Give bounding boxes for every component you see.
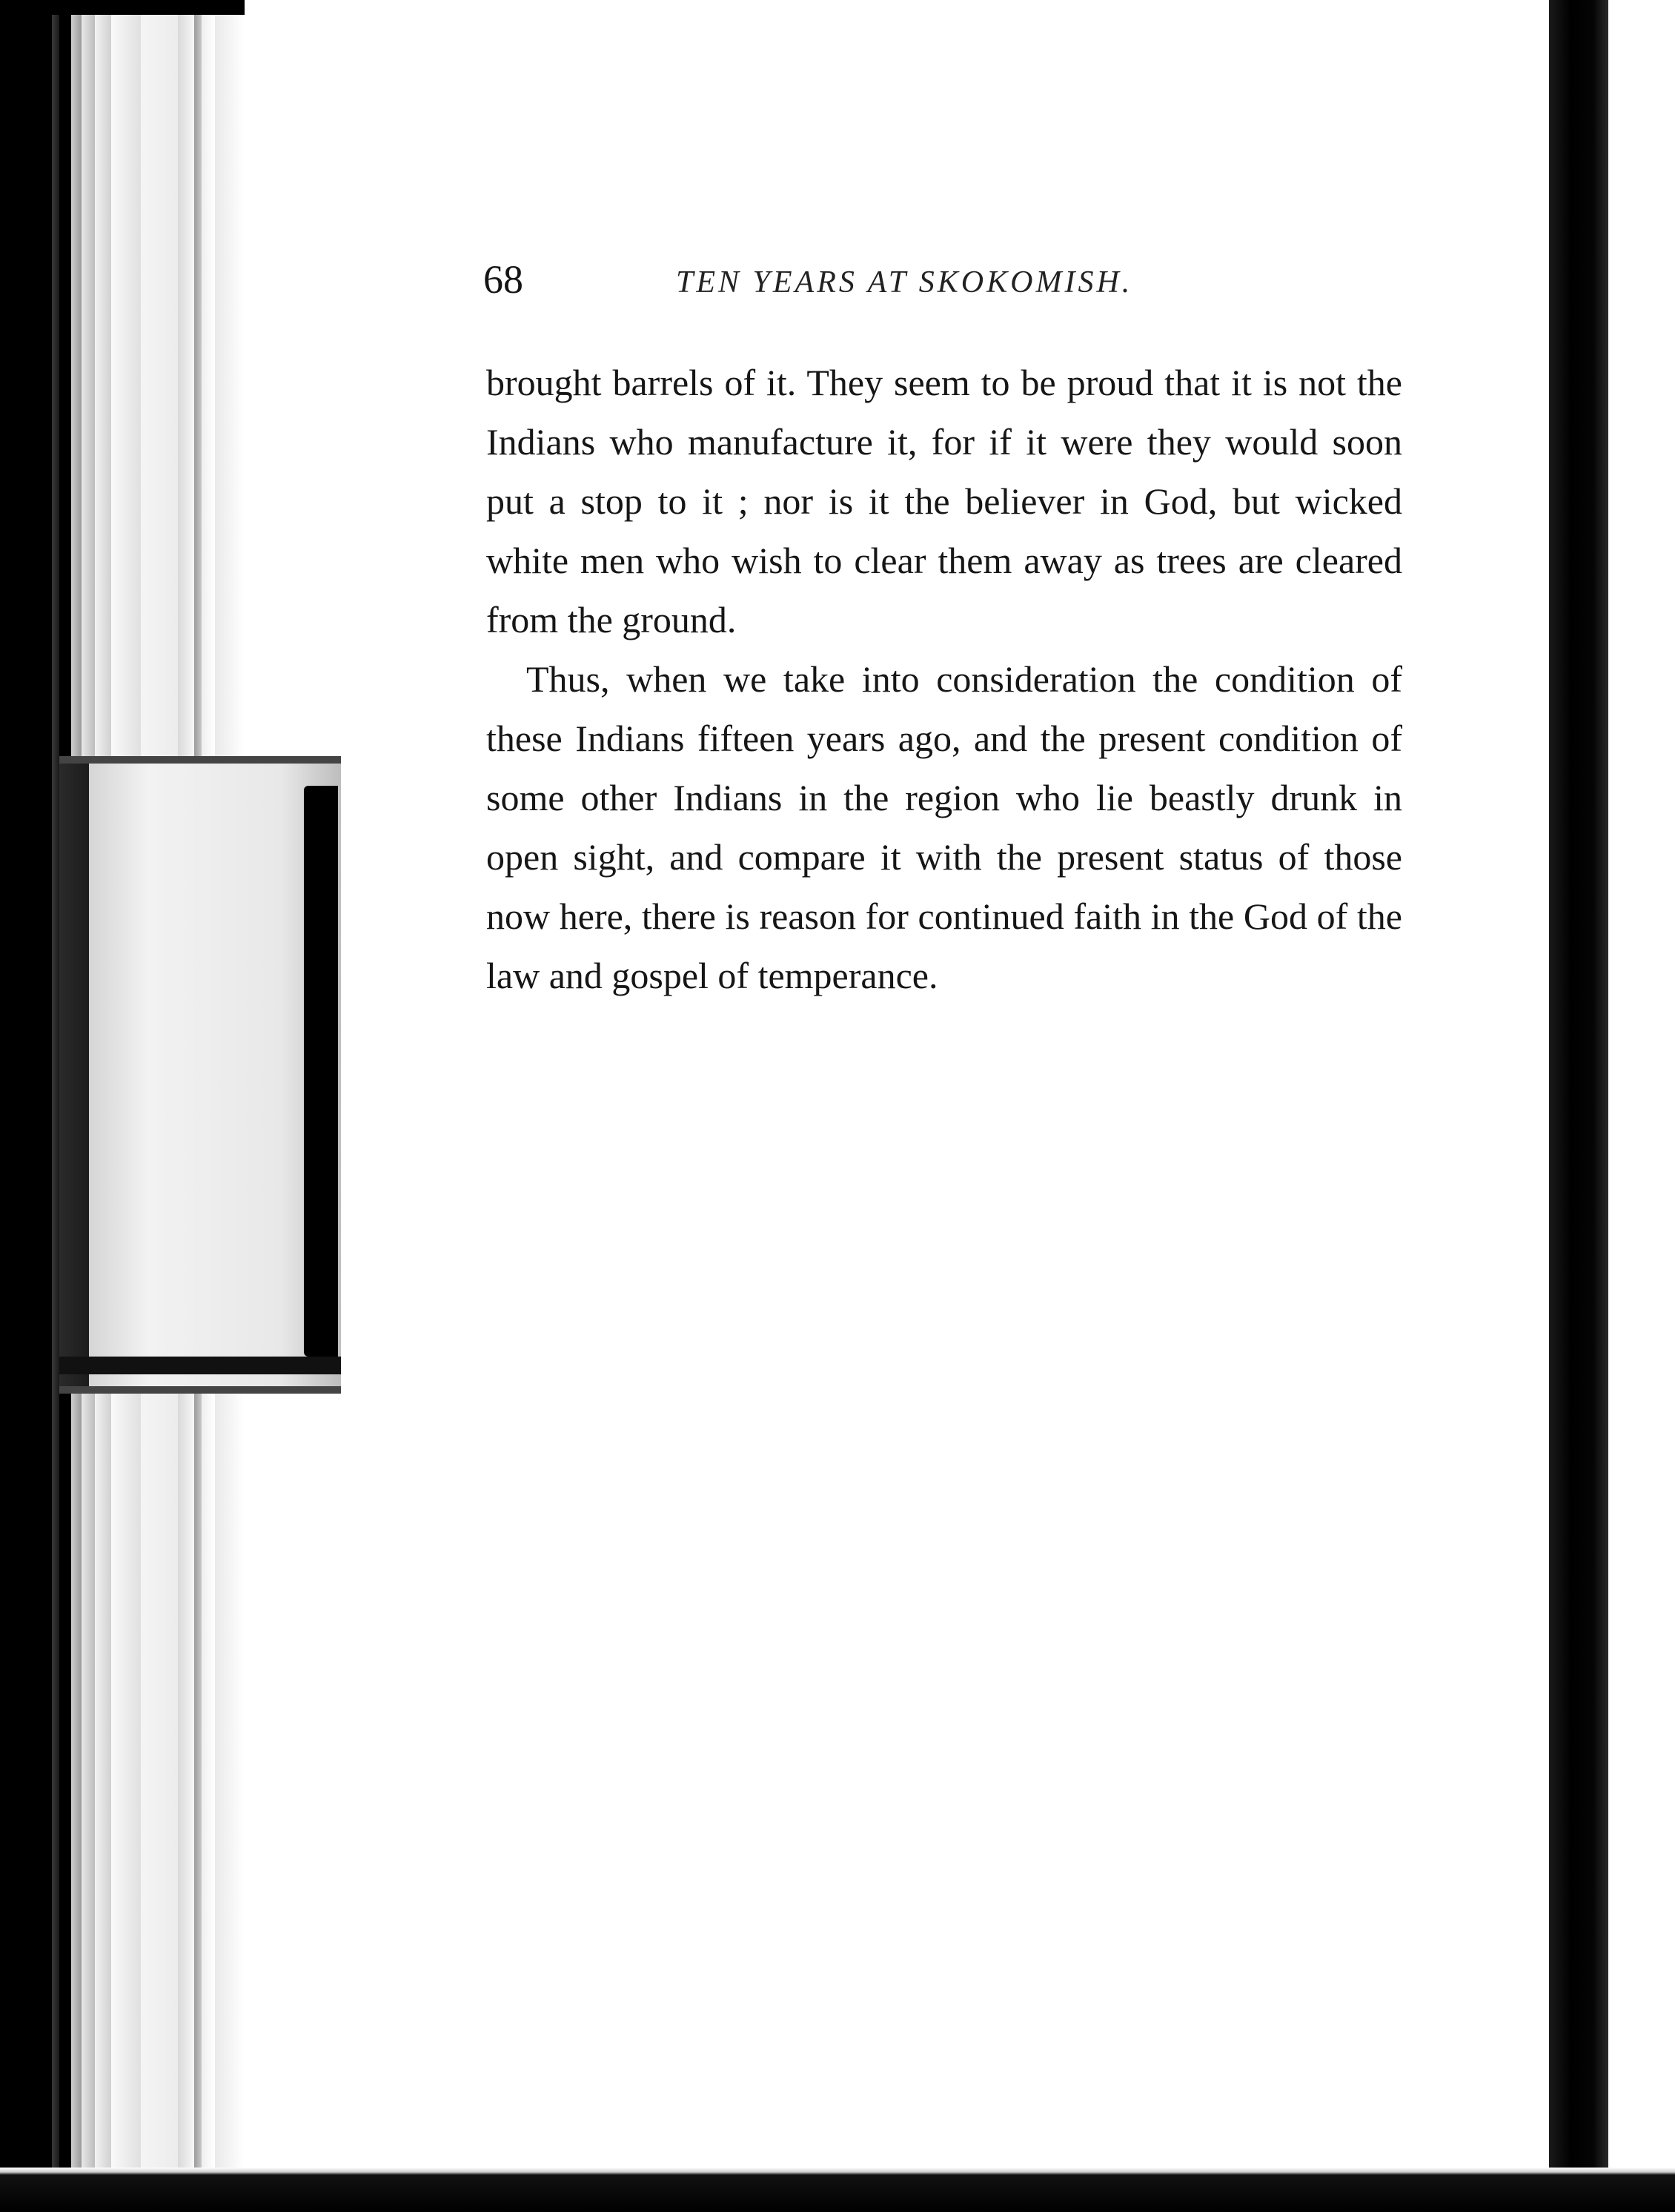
paragraph: brought barrels of it. They seem to be proud that it is not the Indians who manufacture it, for if it were they would soon put a stop to it ; nor is it the believer in God, but wicked white men who wish to clear them away as trees are cleared from the ground. — [486, 362, 1402, 640]
page-number: 68 — [483, 257, 523, 302]
scan-page-tab — [59, 756, 341, 1394]
scan-page-tab-edge — [304, 786, 338, 1357]
running-head: TEN YEARS AT SKOKOMISH. — [676, 265, 1133, 299]
paragraph: Thus, when we take into consideration the condition of these Indians fifteen years ago, and the present condition of some other Indians in the region who lie beastly drunk in open sight, and compare it with the present status of those now here, there is reason for continued faith in the God of the law and gospel of temperance. — [486, 658, 1402, 996]
scan-top-left-corner — [0, 0, 245, 15]
body-text — [486, 353, 1402, 1005]
scan-right-edge — [1549, 0, 1675, 2212]
scan-page-tab-band — [59, 1357, 341, 1374]
scan-bottom-edge — [0, 2168, 1675, 2212]
